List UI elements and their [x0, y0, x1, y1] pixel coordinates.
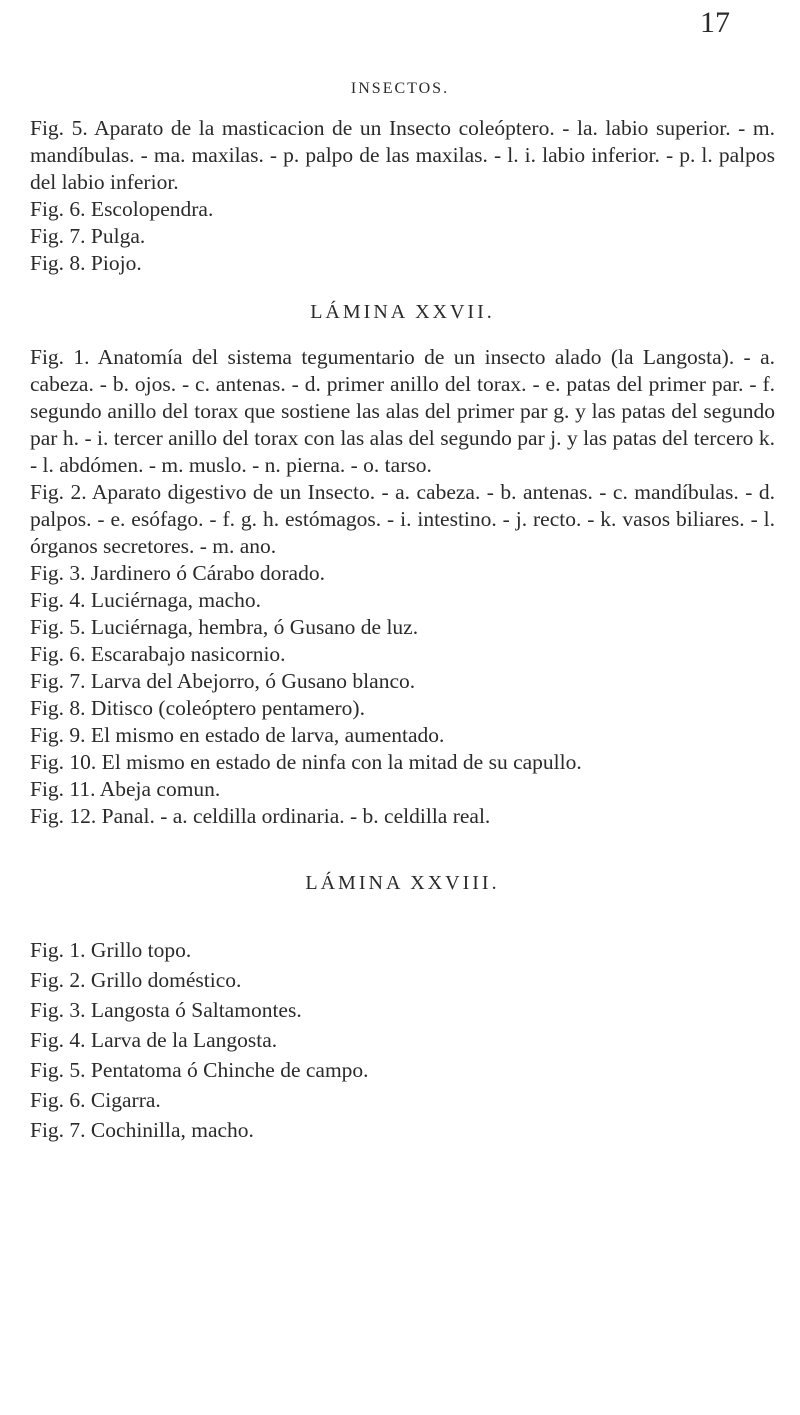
- fig-entry: Fig. 2. Grillo doméstico.: [30, 968, 242, 992]
- page-number: 17: [700, 6, 730, 39]
- fig-entry: Fig. 5. Pentatoma ó Chinche de campo.: [30, 1058, 369, 1082]
- fig-entry: Fig. 1. Anatomía del sistema tegumentario de un insecto alado (la Langosta). - a. cabeza. - b. ojos. - c. antenas. - d. primer anillo del torax. - e. patas del primer par. - f. segundo anillo del torax que sostiene las alas del primer par g. y las patas del segundo par h. - i. tercer anillo del torax con las alas del segundo par j. y las patas del tercero k. - l. abdómen. - m. muslo. - n. pierna. - o. tarso.: [30, 345, 775, 477]
- fig-entry: Fig. 10. El mismo en estado de ninfa con la mitad de su capullo.: [30, 750, 582, 774]
- plate-heading-28: LÁMINA XXVIII.: [305, 872, 500, 894]
- fig-entry: Fig. 7. Cochinilla, macho.: [30, 1118, 254, 1142]
- fig-entry: Fig. 1. Grillo topo.: [30, 938, 192, 962]
- fig-entry: Fig. 3. Jardinero ó Cárabo dorado.: [30, 561, 325, 585]
- fig-entry: Fig. 5. Luciérnaga, hembra, ó Gusano de luz.: [30, 615, 419, 639]
- fig-entry: Fig. 6. Cigarra.: [30, 1088, 161, 1112]
- fig-entry: Fig. 6. Escolopendra.: [30, 197, 214, 221]
- fig-entry: Fig. 7. Pulga.: [30, 224, 146, 248]
- fig-entry: Fig. 8. Ditisco (coleóptero pentamero).: [30, 696, 365, 720]
- running-head: INSECTOS.: [350, 80, 450, 97]
- fig-entry: Fig. 8. Piojo.: [30, 251, 142, 275]
- fig-entry: Fig. 4. Luciérnaga, macho.: [30, 588, 262, 612]
- fig-entry: Fig. 9. El mismo en estado de larva, aumentado.: [30, 723, 445, 747]
- figure-list-top: [30, 115, 775, 277]
- fig-entry: Fig. 7. Larva del Abejorro, ó Gusano blanco.: [30, 669, 416, 693]
- figure-list-plate-27: [30, 344, 775, 830]
- fig-entry: Fig. 11. Abeja comun.: [30, 777, 221, 801]
- fig-entry: Fig. 3. Langosta ó Saltamontes.: [30, 998, 302, 1022]
- fig-entry: Fig. 5. Aparato de la masticacion de un Insecto coleóptero. - la. labio superior. - m. mandíbulas. - ma. maxilas. - p. palpo de las maxilas. - l. i. labio inferior. - p. l. palpos del labio inferior.: [30, 116, 775, 194]
- fig-entry: Fig. 6. Escarabajo nasicornio.: [30, 642, 286, 666]
- page-text: [30, 115, 775, 1145]
- fig-entry: Fig. 12. Panal. - a. celdilla ordinaria. - b. celdilla real.: [30, 804, 491, 828]
- fig-entry: Fig. 4. Larva de la Langosta.: [30, 1028, 278, 1052]
- figure-list-plate-28: [30, 935, 775, 1145]
- fig-entry: Fig. 2. Aparato digestivo de un Insecto. - a. cabeza. - b. antenas. - c. mandíbulas. - d. palpos. - e. esófago. - f. g. h. estómagos. - i. intestino. - j. recto. - k. vasos biliares. - l. órganos secretores. - m. ano.: [30, 480, 775, 558]
- plate-heading-27: LÁMINA XXVII.: [310, 301, 495, 323]
